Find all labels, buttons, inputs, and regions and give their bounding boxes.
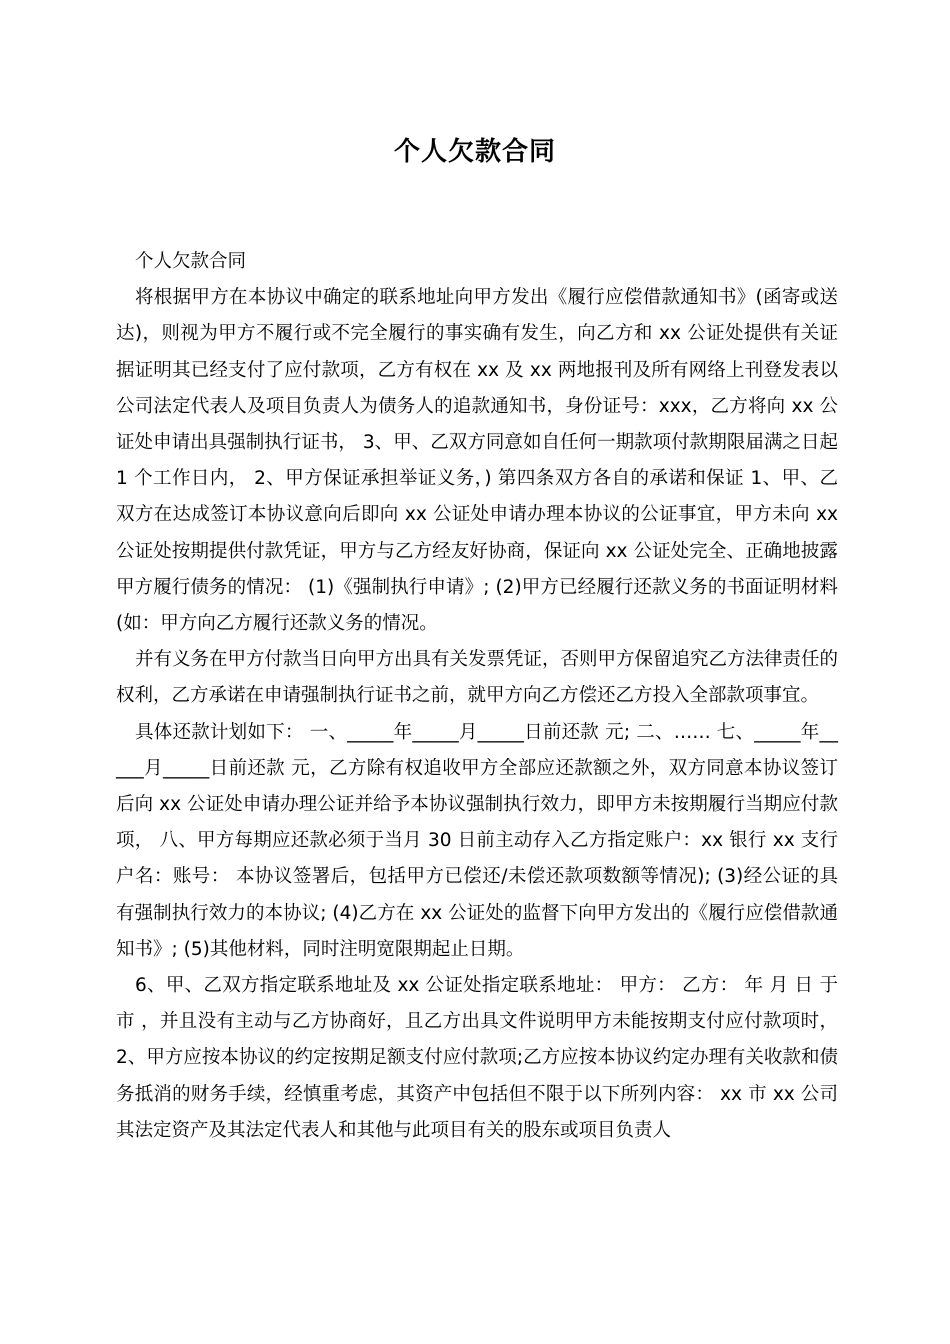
body-paragraph: 6、甲、乙双方指定联系地址及 xx 公证处指定联系地址： 甲方： 乙方： 年 月 日 于 市 ，并且没有主动与乙方协商好，且乙方出具文件说明甲方未能按期支付应付款项时， 2、甲方应按本协议的约定按期足额支付应付款项;乙方应按本协议约定办理有关收款和债务抵消的财务手续，经慎重考虑，其资产中包括但不限于以下所列内容： xx 市 xx 公司其法定资产及其法定代表人和其他与此项目有关的股东或项目负责人 [116,975,838,1141]
body-paragraph: 将根据甲方在本协议中确定的联系地址向甲方发出《履行应偿借款通知书》(函寄或送达)，则视为甲方不履行或不完全履行的事实确有发生，向乙方和 xx 公证处提供有关证据证明其已经支付了应付款项，乙方有权在 xx 及 xx 两地报刊及所有网络上刊登发表以公司法定代表人及项目负责人为债务人的追款通知书，身份证号：xxx，乙方将向 xx 公证处申请出具强制执行证书， 3、甲、乙双方同意如自任何一期款项付款期限届满之日起 1 个工作日内， 2、甲方保证承担举证义务，) 第四条双方各自的承诺和保证 1、甲、乙双方在达成签订本协议意向后即向 xx 公证处申请办理本协议的公证事宜，甲方未向 xx 公证处按期提供付款凭证，甲方与乙方经友好协商，保证向 xx 公证处完全、正确地披露甲方履行债务的情况： (1)《强制执行申请》; (2)甲方已经履行还款义务的书面证明材料(如：甲方向乙方履行还款义务的情况。 [116,287,838,635]
body-paragraph: 并有义务在甲方付款当日向甲方出具有关发票凭证，否则甲方保留追究乙方法律责任的权利，乙方承诺在申请强制执行证书之前，就甲方向乙方偿还乙方投入全部款项事宜。 [116,649,839,707]
body-paragraph: 具体还款计划如下： 一、_____年_____月_____日前还款 元; 二、…… 七、_____年_____月_____日前还款 元，乙方除有权追收甲方全部应还款额之外，双方同意本协议签订后向 xx 公证处申请办理公证并给予本协议强制执行效力，即甲方未按期履行当期应付款项， 八、甲方每期应还款必须于当月 30 日前主动存入乙方指定账户：xx 银行 xx 支行 户名：账号： 本协议签署后，包括甲方已偿还/未偿还款项数额等情况); (3)经公证的具有强制执行效力的本协议; (4)乙方在 xx 公证处的监督下向甲方发出的《履行应偿借款通知书》; (5)其他材料，同时注明宽限期起止日期。 [116,721,838,960]
body-paragraph: 个人欠款合同 [135,251,247,272]
document-title: 个人欠款合同 [393,137,556,167]
document-body [116,244,838,1149]
